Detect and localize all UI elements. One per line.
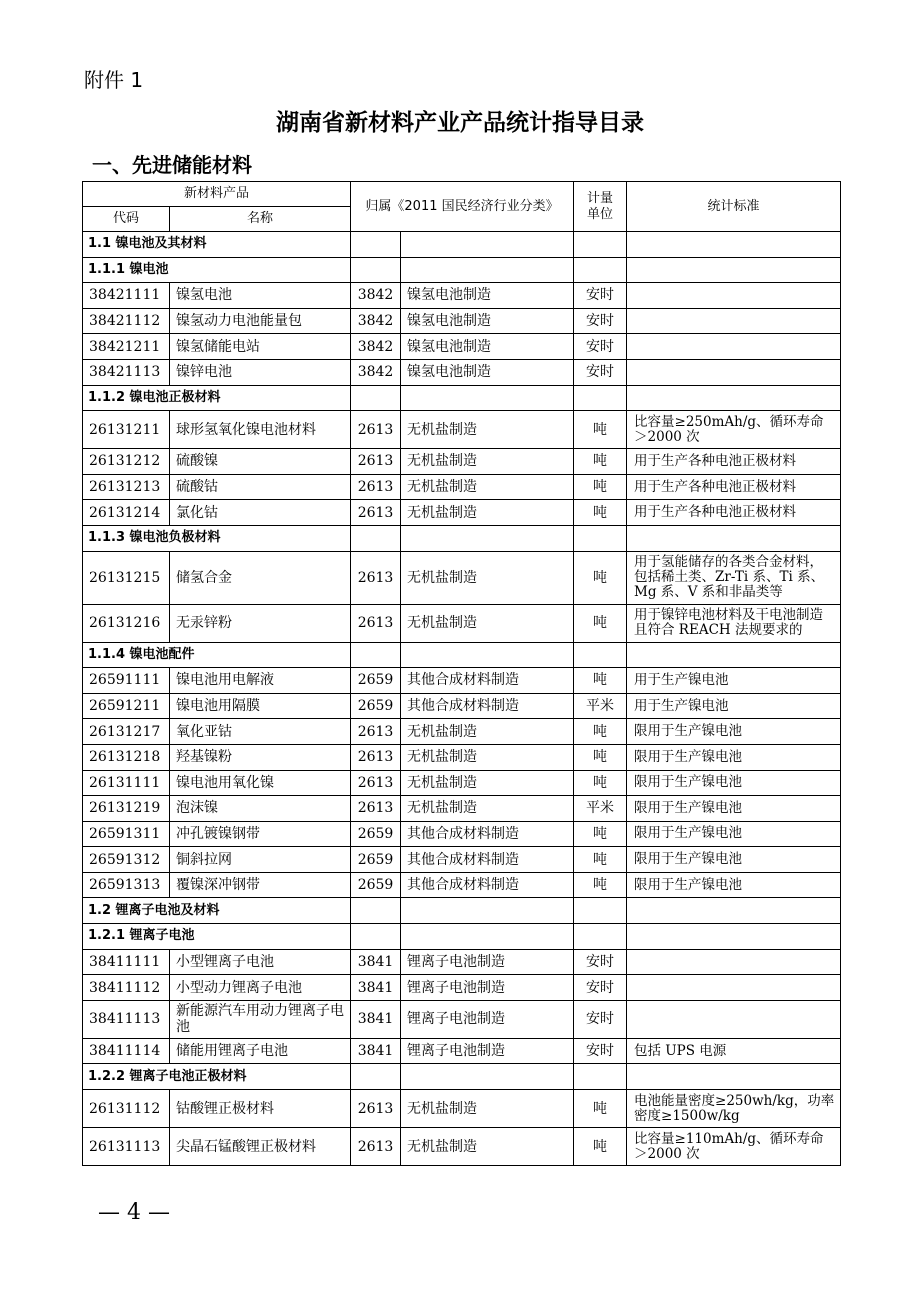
header-unit <box>574 182 627 232</box>
product-code: 26131215 <box>83 551 170 604</box>
category-row <box>83 924 841 950</box>
empty-cell <box>627 642 841 668</box>
category-label: 1.1.2 镍电池正极材料 <box>83 385 351 411</box>
product-code: 38411112 <box>83 975 170 1001</box>
product-name: 镍锌电池 <box>170 359 351 385</box>
industry-code: 2613 <box>351 719 401 745</box>
product-name: 储能用锂离子电池 <box>170 1038 351 1064</box>
category-label: 1.2.2 锂离子电池正极材料 <box>83 1064 351 1090</box>
product-name: 新能源汽车用动力锂离子电池 <box>170 1000 351 1038</box>
table-row <box>83 604 841 642</box>
product-name: 球形氢氧化镍电池材料 <box>170 411 351 449</box>
table-row <box>83 283 841 309</box>
table-row <box>83 1090 841 1128</box>
statistical-standard <box>627 1000 841 1038</box>
product-name: 钴酸锂正极材料 <box>170 1090 351 1128</box>
product-code: 26591311 <box>83 821 170 847</box>
empty-cell <box>627 924 841 950</box>
industry-code: 2613 <box>351 1128 401 1166</box>
industry-name: 无机盐制造 <box>401 719 574 745</box>
empty-cell <box>351 642 401 668</box>
empty-cell <box>574 385 627 411</box>
unit: 平米 <box>574 693 627 719</box>
statistical-standard: 电池能量密度≥250wh/kg，功率密度≥1500w/kg <box>627 1090 841 1128</box>
unit: 安时 <box>574 283 627 309</box>
unit: 吨 <box>574 500 627 526</box>
empty-cell <box>627 1064 841 1090</box>
product-name: 无汞锌粉 <box>170 604 351 642</box>
industry-name: 无机盐制造 <box>401 796 574 822</box>
industry-name: 无机盐制造 <box>401 1090 574 1128</box>
product-name: 镍电池用电解液 <box>170 668 351 694</box>
industry-name: 无机盐制造 <box>401 744 574 770</box>
empty-cell <box>574 525 627 551</box>
category-label: 1.2 锂离子电池及材料 <box>83 898 351 924</box>
table-row <box>83 693 841 719</box>
header-product-group: 新材料产品 <box>83 182 351 207</box>
industry-name: 其他合成材料制造 <box>401 847 574 873</box>
empty-cell <box>351 525 401 551</box>
catalog-table <box>82 181 841 1166</box>
product-code: 26131217 <box>83 719 170 745</box>
empty-cell <box>401 924 574 950</box>
document-title: 湖南省新材料产业产品统计指导目录 <box>276 110 644 136</box>
statistical-standard: 用于生产各种电池正极材料 <box>627 474 841 500</box>
table-row <box>83 334 841 360</box>
empty-cell <box>401 232 574 258</box>
industry-name: 锂离子电池制造 <box>401 1038 574 1064</box>
table-row <box>83 796 841 822</box>
header-standard: 统计标准 <box>627 182 841 232</box>
table-row <box>83 1128 841 1166</box>
product-code: 38411111 <box>83 949 170 975</box>
empty-cell <box>351 257 401 283</box>
product-code: 26131216 <box>83 604 170 642</box>
table-row <box>83 500 841 526</box>
category-label: 1.1.4 镍电池配件 <box>83 642 351 668</box>
statistical-standard: 用于生产镍电池 <box>627 668 841 694</box>
category-label: 1.1.1 镍电池 <box>83 257 351 283</box>
table-row <box>83 821 841 847</box>
statistical-standard <box>627 283 841 309</box>
product-code: 26131218 <box>83 744 170 770</box>
table-row <box>83 949 841 975</box>
industry-name: 其他合成材料制造 <box>401 668 574 694</box>
statistical-standard: 用于生产镍电池 <box>627 693 841 719</box>
industry-code: 2659 <box>351 872 401 898</box>
industry-code: 3842 <box>351 359 401 385</box>
table-row <box>83 1038 841 1064</box>
unit: 吨 <box>574 604 627 642</box>
industry-name: 无机盐制造 <box>401 500 574 526</box>
category-row <box>83 525 841 551</box>
unit: 安时 <box>574 1038 627 1064</box>
product-code: 38421113 <box>83 359 170 385</box>
empty-cell <box>401 385 574 411</box>
product-code: 38411113 <box>83 1000 170 1038</box>
table-row <box>83 872 841 898</box>
product-code: 26131213 <box>83 474 170 500</box>
industry-code: 3841 <box>351 1000 401 1038</box>
product-name: 镍氢动力电池能量包 <box>170 308 351 334</box>
industry-code: 2659 <box>351 821 401 847</box>
empty-cell <box>574 232 627 258</box>
statistical-standard: 包括 UPS 电源 <box>627 1038 841 1064</box>
empty-cell <box>351 232 401 258</box>
product-name: 硫酸镍 <box>170 449 351 475</box>
unit: 安时 <box>574 308 627 334</box>
unit: 吨 <box>574 449 627 475</box>
industry-name: 镍氢电池制造 <box>401 308 574 334</box>
industry-name: 锂离子电池制造 <box>401 1000 574 1038</box>
industry-name: 其他合成材料制造 <box>401 872 574 898</box>
empty-cell <box>401 1064 574 1090</box>
industry-code: 3842 <box>351 283 401 309</box>
table-header-row-1 <box>83 182 841 207</box>
product-name: 小型动力锂离子电池 <box>170 975 351 1001</box>
industry-name: 无机盐制造 <box>401 449 574 475</box>
industry-code: 3842 <box>351 308 401 334</box>
product-name: 小型锂离子电池 <box>170 949 351 975</box>
unit: 吨 <box>574 1090 627 1128</box>
industry-code: 2613 <box>351 796 401 822</box>
empty-cell <box>574 1064 627 1090</box>
industry-name: 无机盐制造 <box>401 474 574 500</box>
table-row <box>83 975 841 1001</box>
empty-cell <box>627 525 841 551</box>
header-unit-line2: 单位 <box>587 206 614 222</box>
unit: 吨 <box>574 744 627 770</box>
industry-name: 无机盐制造 <box>401 604 574 642</box>
industry-code: 2659 <box>351 693 401 719</box>
unit: 安时 <box>574 975 627 1001</box>
statistical-standard: 比容量≥250mAh/g、循环寿命＞2000 次 <box>627 411 841 449</box>
industry-code: 2659 <box>351 668 401 694</box>
product-name: 硫酸钴 <box>170 474 351 500</box>
empty-cell <box>574 924 627 950</box>
statistical-standard: 限用于生产镍电池 <box>627 796 841 822</box>
industry-code: 2613 <box>351 744 401 770</box>
attachment-label: 附件 1 <box>84 68 144 92</box>
product-name: 镍氢储能电站 <box>170 334 351 360</box>
empty-cell <box>627 385 841 411</box>
industry-code: 2613 <box>351 500 401 526</box>
statistical-standard: 限用于生产镍电池 <box>627 770 841 796</box>
table-row <box>83 719 841 745</box>
empty-cell <box>351 924 401 950</box>
unit: 吨 <box>574 719 627 745</box>
product-name: 镍电池用氧化镍 <box>170 770 351 796</box>
category-row <box>83 642 841 668</box>
empty-cell <box>401 898 574 924</box>
section-heading: 一、先进储能材料 <box>92 153 252 177</box>
product-name: 镍电池用隔膜 <box>170 693 351 719</box>
empty-cell <box>627 898 841 924</box>
unit: 吨 <box>574 872 627 898</box>
industry-code: 2613 <box>351 604 401 642</box>
industry-name: 镍氢电池制造 <box>401 283 574 309</box>
category-row <box>83 1064 841 1090</box>
empty-cell <box>574 898 627 924</box>
empty-cell <box>627 257 841 283</box>
product-code: 26131212 <box>83 449 170 475</box>
statistical-standard: 用于氢能储存的各类合金材料，包括稀土类、Zr-Ti 系、Ti 系、Mg 系、V 系和非晶类等 <box>627 551 841 604</box>
category-row <box>83 898 841 924</box>
industry-code: 2613 <box>351 551 401 604</box>
product-code: 38421211 <box>83 334 170 360</box>
unit: 安时 <box>574 359 627 385</box>
statistical-standard: 限用于生产镍电池 <box>627 719 841 745</box>
industry-name: 锂离子电池制造 <box>401 975 574 1001</box>
product-name: 氯化钴 <box>170 500 351 526</box>
industry-code: 2613 <box>351 474 401 500</box>
header-unit-line1: 计量 <box>587 190 614 206</box>
empty-cell <box>351 898 401 924</box>
empty-cell <box>401 525 574 551</box>
product-code: 38421112 <box>83 308 170 334</box>
table-row <box>83 744 841 770</box>
unit: 吨 <box>574 847 627 873</box>
statistical-standard: 用于镍锌电池材料及干电池制造且符合 REACH 法规要求的 <box>627 604 841 642</box>
product-code: 38421111 <box>83 283 170 309</box>
table-row <box>83 449 841 475</box>
industry-code: 3841 <box>351 975 401 1001</box>
empty-cell <box>351 385 401 411</box>
unit: 吨 <box>574 411 627 449</box>
industry-code: 2613 <box>351 770 401 796</box>
statistical-standard: 限用于生产镍电池 <box>627 847 841 873</box>
statistical-standard <box>627 975 841 1001</box>
product-name: 储氢合金 <box>170 551 351 604</box>
table-row <box>83 308 841 334</box>
product-code: 26131111 <box>83 770 170 796</box>
product-name: 泡沫镍 <box>170 796 351 822</box>
unit: 吨 <box>574 474 627 500</box>
industry-code: 2613 <box>351 449 401 475</box>
unit: 吨 <box>574 821 627 847</box>
product-code: 26131211 <box>83 411 170 449</box>
product-code: 26591111 <box>83 668 170 694</box>
statistical-standard: 用于生产各种电池正极材料 <box>627 500 841 526</box>
unit: 吨 <box>574 1128 627 1166</box>
empty-cell <box>627 232 841 258</box>
industry-name: 无机盐制造 <box>401 1128 574 1166</box>
industry-name: 镍氢电池制造 <box>401 359 574 385</box>
empty-cell <box>401 642 574 668</box>
category-label: 1.1.3 镍电池负极材料 <box>83 525 351 551</box>
industry-name: 镍氢电池制造 <box>401 334 574 360</box>
category-label: 1.1 镍电池及其材料 <box>83 232 351 258</box>
unit: 安时 <box>574 1000 627 1038</box>
product-name: 镍氢电池 <box>170 283 351 309</box>
header-name: 名称 <box>170 207 351 232</box>
header-industry: 归属《2011 国民经济行业分类》 <box>351 182 574 232</box>
table-row <box>83 770 841 796</box>
statistical-standard <box>627 308 841 334</box>
industry-name: 无机盐制造 <box>401 411 574 449</box>
statistical-standard <box>627 949 841 975</box>
unit: 吨 <box>574 770 627 796</box>
product-code: 26131112 <box>83 1090 170 1128</box>
empty-cell <box>574 642 627 668</box>
empty-cell <box>574 257 627 283</box>
table-row <box>83 668 841 694</box>
category-row <box>83 385 841 411</box>
industry-code: 2613 <box>351 411 401 449</box>
industry-name: 锂离子电池制造 <box>401 949 574 975</box>
table-row <box>83 551 841 604</box>
unit: 平米 <box>574 796 627 822</box>
product-code: 26591211 <box>83 693 170 719</box>
table-row <box>83 1000 841 1038</box>
product-code: 26131214 <box>83 500 170 526</box>
industry-name: 无机盐制造 <box>401 551 574 604</box>
product-code: 38411114 <box>83 1038 170 1064</box>
product-code: 26131113 <box>83 1128 170 1166</box>
unit: 安时 <box>574 949 627 975</box>
header-code: 代码 <box>83 207 170 232</box>
product-code: 26591313 <box>83 872 170 898</box>
table-row <box>83 474 841 500</box>
product-name: 氧化亚钴 <box>170 719 351 745</box>
product-code: 26131219 <box>83 796 170 822</box>
product-name: 羟基镍粉 <box>170 744 351 770</box>
statistical-standard: 比容量≥110mAh/g、循环寿命＞2000 次 <box>627 1128 841 1166</box>
industry-name: 其他合成材料制造 <box>401 821 574 847</box>
product-name: 铜斜拉网 <box>170 847 351 873</box>
unit: 安时 <box>574 334 627 360</box>
industry-code: 3841 <box>351 1038 401 1064</box>
industry-name: 无机盐制造 <box>401 770 574 796</box>
industry-code: 3841 <box>351 949 401 975</box>
product-name: 覆镍深冲钢带 <box>170 872 351 898</box>
category-row <box>83 257 841 283</box>
unit: 吨 <box>574 668 627 694</box>
industry-code: 3842 <box>351 334 401 360</box>
table-row <box>83 847 841 873</box>
empty-cell <box>401 257 574 283</box>
statistical-standard: 限用于生产镍电池 <box>627 744 841 770</box>
unit: 吨 <box>574 551 627 604</box>
industry-name: 其他合成材料制造 <box>401 693 574 719</box>
product-name: 冲孔镀镍钢带 <box>170 821 351 847</box>
category-label: 1.2.1 锂离子电池 <box>83 924 351 950</box>
page-number: — 4 — <box>98 1200 170 1225</box>
statistical-standard <box>627 334 841 360</box>
product-code: 26591312 <box>83 847 170 873</box>
category-row <box>83 232 841 258</box>
statistical-standard: 用于生产各种电池正极材料 <box>627 449 841 475</box>
product-name: 尖晶石锰酸锂正极材料 <box>170 1128 351 1166</box>
empty-cell <box>351 1064 401 1090</box>
table-row <box>83 359 841 385</box>
statistical-standard: 限用于生产镍电池 <box>627 821 841 847</box>
statistical-standard <box>627 359 841 385</box>
statistical-standard: 限用于生产镍电池 <box>627 872 841 898</box>
table-row <box>83 411 841 449</box>
industry-code: 2659 <box>351 847 401 873</box>
industry-code: 2613 <box>351 1090 401 1128</box>
